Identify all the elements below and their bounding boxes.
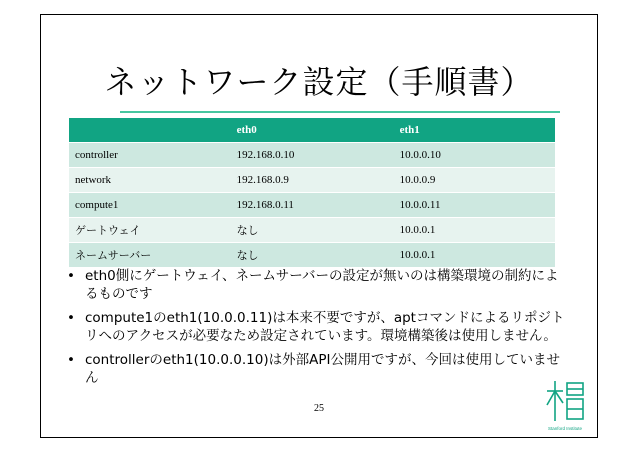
bullet-item [65,351,565,387]
table-cell: 192.168.0.10 [231,143,394,168]
table-header-row [69,118,555,143]
bullet-dot: • [67,310,75,326]
table-row [69,218,555,243]
table-cell: 10.0.0.11 [394,193,555,218]
bullet-text: compute1のeth1(10.0.0.11)は本来不要ですが、aptコマンドによるリポジトリへのアクセスが必要なため設定されています。環境構築後は使用しません。 [85,310,565,344]
table-cell: 10.0.0.1 [394,218,555,243]
table-cell: compute1 [69,193,231,218]
table-row [69,193,555,218]
slide [40,14,598,438]
table-row [69,143,555,168]
table-cell: network [69,168,231,193]
table-cell: 10.0.0.9 [394,168,555,193]
bullet-text: controllerのeth1(10.0.0.10)は外部API公開用ですが、今回は使用していません [85,352,560,386]
table-cell: 192.168.0.9 [231,168,394,193]
table-cell: 10.0.0.10 [394,143,555,168]
table-cell: 192.168.0.11 [231,193,394,218]
bullet-dot: • [67,352,75,368]
page-number: 25 [314,403,324,414]
bullet-text: eth0側にゲートウェイ、ネームサーバーの設定が無いのは構築環境の制約によるものです [85,268,559,302]
slide-title: ネットワーク設定（手順書） [104,63,534,101]
table-cell: なし [231,243,394,268]
table-row [69,243,555,268]
bullet-item [65,267,565,303]
table-row [69,168,555,193]
table-cell: ゲートウェイ [69,218,231,243]
table-header-cell [69,118,231,143]
bullet-item [65,309,565,345]
table-header-cell: eth1 [394,118,555,143]
table-cell: ネームサーバー [69,243,231,268]
logo-caption: Stanford Institute [547,426,583,431]
logo-icon [543,377,587,433]
bullet-dot: • [67,268,75,284]
table-cell: なし [231,218,394,243]
table-cell: 10.0.0.1 [394,243,555,268]
title-underline [120,111,560,113]
table-cell: controller [69,143,231,168]
table-header-cell: eth0 [231,118,394,143]
bullet-list [65,267,565,393]
network-table [69,117,555,267]
